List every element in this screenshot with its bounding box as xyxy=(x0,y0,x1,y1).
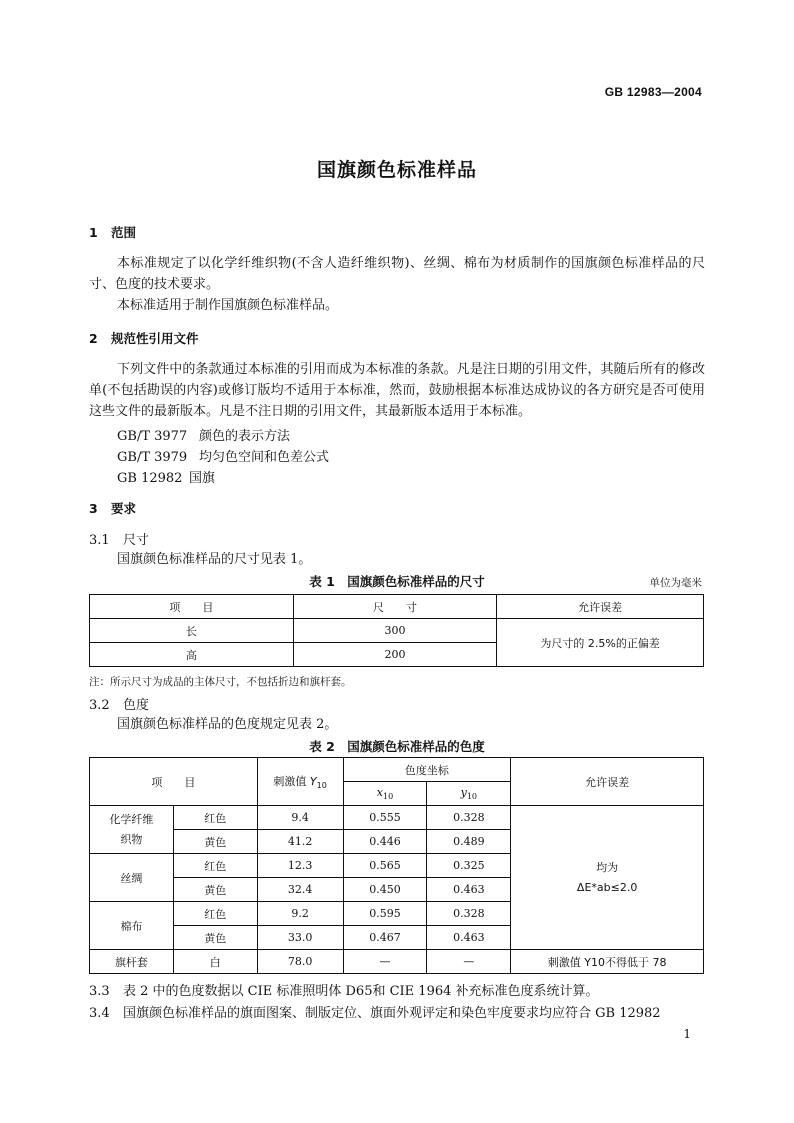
table-1-unit: 单位为毫米 xyxy=(649,577,702,589)
subsection-text: 表 2 中的色度数据以 CIE 标准照明体 D65和 CIE 1964 补充标准色度系统计算。 xyxy=(123,984,599,999)
subsection-3-2-heading xyxy=(89,694,149,713)
x-value: — xyxy=(343,950,427,974)
reference-item xyxy=(117,467,215,486)
x-value: 0.595 xyxy=(343,902,427,926)
table-cell-item: 高 xyxy=(90,643,294,667)
subsection-text: 国旗颜色标准样品的旗面图案、制版定位、旗面外观评定和染色牢度要求均应符合 GB 12982 xyxy=(123,1006,661,1021)
table-header-y10 xyxy=(427,782,511,806)
table-header-size: 尺 寸 xyxy=(293,595,497,619)
section-number: 3 xyxy=(89,501,98,516)
tolerance-line-1: 均为 xyxy=(596,860,619,874)
table-1-note: 注：所示尺寸为成品的主体尺寸，不包括折边和旗杆套。 xyxy=(89,676,352,688)
material-name: 化学纤维织物 xyxy=(109,812,154,846)
color-name: 红色 xyxy=(173,806,257,830)
stimulus-value: 32.4 xyxy=(257,878,343,902)
x-value: 0.446 xyxy=(343,830,427,854)
reference-title: 国旗 xyxy=(189,471,216,486)
table-header-tolerance: 允许误差 xyxy=(511,758,704,806)
document-title: 国旗颜色标准样品 xyxy=(316,159,477,181)
y-value: — xyxy=(427,950,511,974)
color-name: 黄色 xyxy=(173,926,257,950)
y-value: 0.325 xyxy=(427,854,511,878)
table-header-item: 项 目 xyxy=(90,758,258,806)
section-2-heading xyxy=(89,329,199,347)
subsection-number: 3.4 xyxy=(89,1006,110,1021)
x-value: 0.467 xyxy=(343,926,427,950)
page-number: 1 xyxy=(683,1027,691,1041)
table-header-chroma-coord: 色度坐标 xyxy=(343,758,511,782)
table-cell-item: 长 xyxy=(90,619,294,643)
subsection-number: 3.2 xyxy=(89,698,110,713)
section-1-paragraph-2: 本标准适用于制作国旗颜色标准样品。 xyxy=(117,298,339,313)
section-1-paragraph-1: 本标准规定了以化学纤维织物(不含人造纤维织物)、丝绸、棉布为材质制作的国旗颜色标准样品的尺寸、色度的技术要求。 xyxy=(89,256,705,292)
x-subscript: 10 xyxy=(382,792,394,802)
material-flagpole-sleeve: 旗杆套 xyxy=(90,950,174,974)
y-value: 0.463 xyxy=(427,878,511,902)
subsection-3-4 xyxy=(89,1002,705,1021)
table-header-tolerance: 允许误差 xyxy=(497,595,704,619)
material-silk: 丝绸 xyxy=(90,854,174,902)
section-1-heading xyxy=(89,223,136,241)
color-name: 黄色 xyxy=(173,830,257,854)
stimulus-subscript: 10 xyxy=(316,781,327,791)
table-2 xyxy=(89,757,704,974)
stimulus-value: 9.4 xyxy=(257,806,343,830)
stimulus-value: 78.0 xyxy=(257,950,343,974)
y-value: 0.328 xyxy=(427,902,511,926)
table-header-stimulus xyxy=(257,758,343,806)
color-name: 黄色 xyxy=(173,878,257,902)
reference-item xyxy=(117,446,329,465)
subsection-number: 3.1 xyxy=(89,533,110,548)
section-title: 范围 xyxy=(111,225,137,240)
y-subscript: 10 xyxy=(466,792,478,802)
stimulus-label: 刺激值 xyxy=(273,774,307,788)
subsection-3-1-heading xyxy=(89,529,149,548)
y-symbol: y xyxy=(460,785,467,799)
reference-title: 颜色的表示方法 xyxy=(199,429,291,444)
section-number: 1 xyxy=(89,225,98,240)
subsection-title: 尺寸 xyxy=(123,533,150,548)
section-3-heading xyxy=(89,499,136,517)
reference-item xyxy=(117,425,290,444)
table-cell-size: 200 xyxy=(293,643,497,667)
y-value: 0.328 xyxy=(427,806,511,830)
section-title: 规范性引用文件 xyxy=(111,331,199,346)
table-header-x10 xyxy=(343,782,427,806)
stimulus-value: 9.2 xyxy=(257,902,343,926)
reference-code: GB/T 3979 xyxy=(117,450,188,465)
subsection-3-1-text: 国旗颜色标准样品的尺寸见表 1。 xyxy=(117,552,312,567)
tolerance-main xyxy=(511,806,704,950)
y-value: 0.489 xyxy=(427,830,511,854)
material-cotton: 棉布 xyxy=(90,902,174,950)
section-title: 要求 xyxy=(111,501,137,516)
color-name: 红色 xyxy=(173,854,257,878)
material-chemical-fiber xyxy=(90,806,174,854)
x-value: 0.450 xyxy=(343,878,427,902)
color-name: 红色 xyxy=(173,902,257,926)
table-2-caption: 表 2 国旗颜色标准样品的色度 xyxy=(309,739,485,754)
subsection-3-2-text: 国旗颜色标准样品的色度规定见表 2。 xyxy=(117,717,338,732)
subsection-number: 3.3 xyxy=(89,984,110,999)
x-value: 0.555 xyxy=(343,806,427,830)
table-header-item: 项 目 xyxy=(90,595,294,619)
stimulus-value: 33.0 xyxy=(257,926,343,950)
stimulus-value: 12.3 xyxy=(257,854,343,878)
reference-title: 均匀色空间和色差公式 xyxy=(199,450,330,465)
tolerance-line-2: ΔE*ab≤2.0 xyxy=(576,880,638,894)
section-2-paragraph: 下列文件中的条款通过本标准的引用而成为本标准的条款。凡是注日期的引用文件，其随后所有的修改单(不包括勘误的内容)或修订版均不适用于本标准，然而，鼓励根据本标准达成协议的各方研究是否可使用这些文件的最新版本。凡是不注日期的引用文件，其最新版本适用于本标准。 xyxy=(89,362,705,419)
y-value: 0.463 xyxy=(427,926,511,950)
table-1-caption: 表 1 国旗颜色标准样品的尺寸 xyxy=(309,574,485,589)
table-1 xyxy=(89,594,704,667)
subsection-3-3 xyxy=(89,980,599,999)
standard-number: GB 12983—2004 xyxy=(604,85,702,99)
subsection-title: 色度 xyxy=(123,698,150,713)
table-cell-tolerance: 为尺寸的 2.5%的正偏差 xyxy=(497,619,704,667)
table-cell-size: 300 xyxy=(293,619,497,643)
x-value: 0.565 xyxy=(343,854,427,878)
section-number: 2 xyxy=(89,331,98,346)
reference-code: GB/T 3977 xyxy=(117,429,188,444)
reference-code: GB 12982 xyxy=(117,471,183,486)
stimulus-value: 41.2 xyxy=(257,830,343,854)
tolerance-flagpole: 刺激值 Y10不得低于 78 xyxy=(511,950,704,974)
x-symbol: x xyxy=(376,785,383,799)
color-name: 白 xyxy=(173,950,257,974)
stimulus-symbol: Y xyxy=(309,774,317,788)
